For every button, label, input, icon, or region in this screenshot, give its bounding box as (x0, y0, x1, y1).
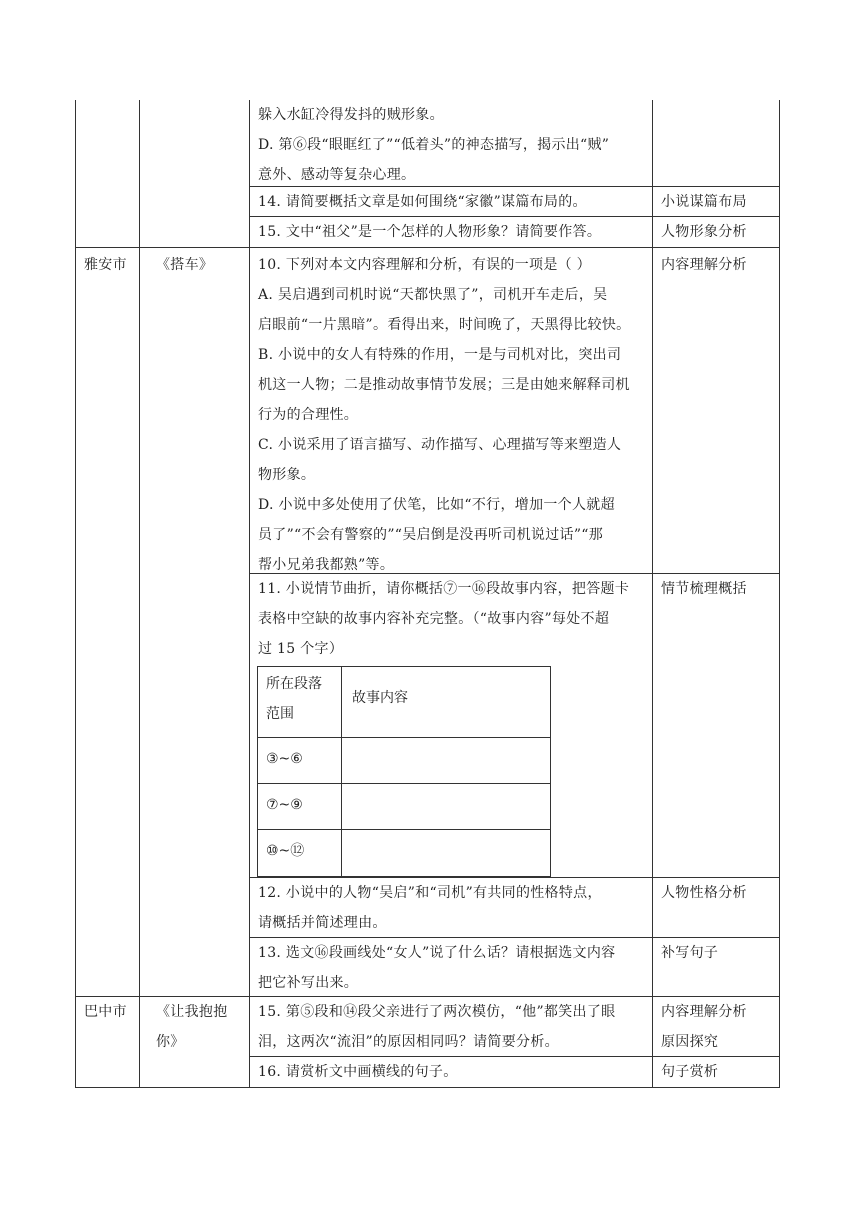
category-label: 小说谋篇布局 (661, 194, 747, 210)
inner-table-border (257, 876, 551, 877)
question-cell (258, 997, 648, 1057)
question-cell (258, 938, 648, 998)
question-line: 13. 选文⑯段画线处“女人”说了什么话？请根据选文内容 (258, 945, 616, 961)
content-input-cell[interactable] (342, 784, 550, 829)
header-line: 所在段落 (266, 676, 322, 692)
category-cell (661, 250, 777, 280)
question-line: 过 15 个字） (258, 641, 344, 657)
inner-table-border (257, 666, 258, 877)
category-label: 内容理解分析 (661, 1004, 747, 1020)
category-cell (661, 574, 777, 604)
table-border-bottom (75, 1087, 780, 1088)
question-line: 14. 请简要概括文章是如何围绕“家徽”谋篇布局的。 (258, 194, 587, 210)
category-cell (661, 187, 777, 217)
article-title-line: 你》 (156, 1034, 185, 1050)
title-cell (156, 250, 246, 280)
question-line: D. 小说中多处使用了伏笔，比如“不行，增加一个人就超 (258, 497, 615, 513)
category-label: 句子赏析 (661, 1064, 719, 1080)
table-border-right (779, 100, 780, 1088)
question-line: 意外、感动等复杂心理。 (258, 167, 416, 183)
question-line: B. 小说中的女人有特殊的作用，一是与司机对比，突出司 (258, 347, 622, 363)
question-line: 帮小兄弟我都熟”等。 (258, 557, 395, 573)
question-line: 把它补写出来。 (258, 975, 359, 991)
inner-header-range (266, 669, 338, 729)
title-cell (156, 997, 246, 1057)
table-border-col2 (249, 100, 250, 1088)
question-cell (258, 1057, 648, 1087)
question-line: 行为的合理性。 (258, 407, 359, 423)
city-label: 雅安市 (84, 257, 127, 273)
question-line: 表格中空缺的故事内容补充完整。（“故事内容”每处不超 (258, 611, 610, 627)
category-label: 原因探究 (661, 1034, 719, 1050)
inner-header-content (352, 683, 542, 713)
question-line: 机这一人物；二是推动故事情节发展；三是由她来解释司机 (258, 377, 630, 393)
inner-table-border (550, 666, 551, 877)
article-title: 《搭车》 (156, 257, 214, 273)
range-cell (266, 790, 338, 820)
header-line: 范围 (266, 706, 294, 722)
content-input-cell[interactable] (342, 738, 550, 783)
header-label: 故事内容 (352, 690, 408, 706)
range-cell (266, 836, 338, 866)
table-border-col3 (652, 100, 653, 1088)
category-label: 内容理解分析 (661, 257, 747, 273)
question-cell (258, 100, 648, 190)
category-cell (661, 878, 777, 908)
question-line: 15. 第⑤段和⑭段父亲进行了两次模仿，“他”都笑出了眼 (258, 1004, 616, 1020)
question-line: 10. 下列对本文内容理解和分析，有误的一项是（ ） (258, 257, 591, 273)
question-line: 16. 请赏析文中画横线的句子。 (258, 1064, 458, 1080)
city-cell (84, 250, 138, 280)
category-cell (661, 938, 777, 968)
article-title-line: 《让我抱抱 (156, 1004, 228, 1020)
table-border-col1 (139, 100, 140, 1088)
question-cell (258, 217, 648, 247)
question-cell (258, 250, 648, 580)
category-cell (661, 1057, 777, 1087)
question-line: 15. 文中“祖父”是一个怎样的人物形象？请简要作答。 (258, 224, 602, 240)
question-line: 12. 小说中的人物“吴启”和“司机”有共同的性格特点， (258, 885, 602, 901)
question-line: 泪，这两次“流泪”的原因相同吗？请简要分析。 (258, 1034, 559, 1050)
range-label: ③~⑥ (266, 751, 303, 767)
question-line: C. 小说采用了语言描写、动作描写、心理描写等来塑造人 (258, 437, 622, 453)
inner-table-border (257, 666, 551, 667)
range-label: ⑩~⑫ (266, 843, 305, 859)
question-line: 员了”“不会有警察的”“吴启倒是没再听司机说过话”“那 (258, 527, 604, 543)
category-label: 补写句子 (661, 945, 719, 961)
category-cell (661, 217, 777, 247)
row-divider (75, 247, 780, 248)
category-cell (661, 997, 777, 1057)
range-label: ⑦~⑨ (266, 797, 303, 813)
city-cell (84, 997, 138, 1027)
question-line: 躲入水缸冷得发抖的贼形象。 (258, 107, 444, 123)
question-line: 11. 小说情节曲折，请你概括⑦一⑯段故事内容，把答题卡 (258, 581, 630, 597)
category-label: 人物形象分析 (661, 224, 747, 240)
question-line: D. 第⑥段“眼眶红了”“低着头”的神态描写，揭示出“贼” (258, 137, 610, 153)
city-label: 巴中市 (84, 1004, 127, 1020)
question-line: A. 吴启遇到司机时说“天都快黑了”，司机开车走后，吴 (258, 287, 608, 303)
question-cell (258, 574, 648, 664)
question-line: 物形象。 (258, 467, 316, 483)
question-cell (258, 187, 648, 217)
question-line: 启眼前“一片黑暗”。看得出来，时间晚了，天黑得比较快。 (258, 317, 631, 333)
category-label: 人物性格分析 (661, 885, 747, 901)
question-cell (258, 878, 648, 938)
content-input-cell[interactable] (342, 830, 550, 876)
range-cell (266, 744, 338, 774)
table-border-left (75, 100, 76, 1088)
question-line: 请概括并简述理由。 (258, 915, 387, 931)
category-label: 情节梳理概括 (661, 581, 747, 597)
